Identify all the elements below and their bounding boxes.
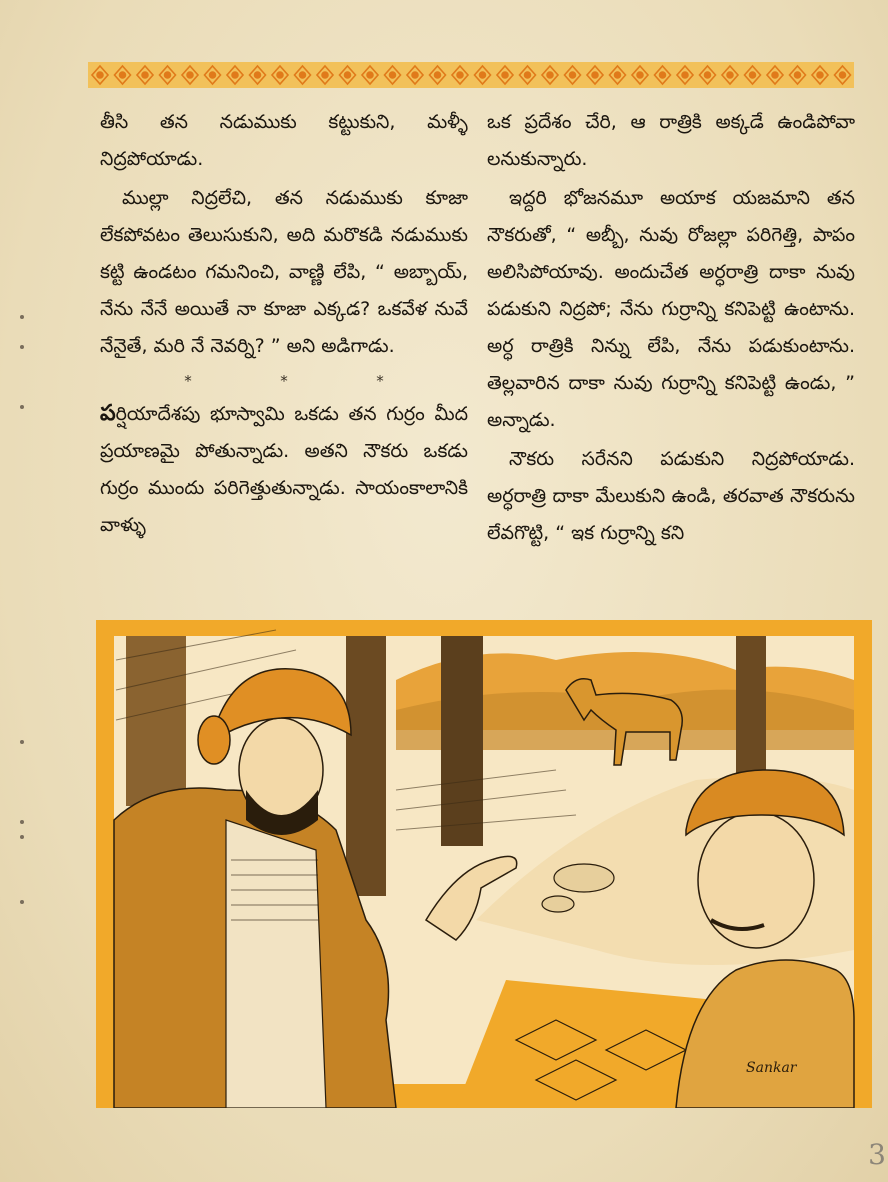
- paragraph: ఒక ప్రదేశం చేరి, ఆ రాత్రికి అక్కడే ఉండిపోవా లనుకున్నారు.: [487, 111, 855, 170]
- page-number: 3: [868, 1138, 886, 1171]
- story-illustration: [96, 620, 872, 1108]
- paragraph: ఇద్దరి భోజనమూ అయాక యజమాని తన నౌకరుతో, “ అబ్బీ, నువు రోజల్లా పరిగెత్తి, పాపం అలిసిపోయావు. అందుచేత అర్ధరాత్రి దాకా నువు పడుకుని నిద్రపో; నేను గుర్రాన్ని కనిపెట్టి ఉంటాను. అర్ధ రాత్రికి నిన్ను లేపి, నేను పడుకుంటాను. తెల్లవారిన దాకా నువు గుర్రాన్ని కనిపెట్టి ఉండు, ” అన్నాడు.: [487, 187, 855, 431]
- right-text-column: [487, 104, 855, 614]
- separator-star: *: [376, 372, 384, 390]
- section-separator: [100, 367, 468, 395]
- separator-star: *: [184, 372, 192, 390]
- paragraph: ముల్లా నిద్రలేచి, తన నడుముకు కూజా లేకపోవటం తెలుసుకుని, అది మరొకడి నడుముకు కట్టి ఉండటం గమనించి, వాణ్ణి లేపి, “ అబ్బాయ్, నేను నేనే అయితే నా కూజా ఎక్కడ? ఒకవేళ నువే నేనైతే, మరి నే నెవర్ని? ” అని అడిగాడు.: [100, 187, 468, 357]
- paragraph: నౌకరు సరేనని పడుకుని నిద్రపోయాడు. అర్ధరాత్రి దాకా మేలుకుని ఉండి, తరవాత నౌకరును లేవగొట్టి, “ ఇక గుర్రాన్ని కని: [487, 448, 855, 544]
- paragraph: తీసి తన నడుముకు కట్టుకుని, మళ్ళీ నిద్రపోయాడు.: [100, 111, 468, 170]
- paragraph: పర్షియాదేశపు భూస్వామి ఒకడు తన గుర్రం మీద ప్రయాణమై పోతున్నాడు. అతని నౌకరు ఒకడు గుర్రం ముందు పరిగెత్తుతున్నాడు. సాయంకాలానికి వాళ్ళు: [100, 401, 468, 536]
- illustration-art: [96, 620, 872, 1108]
- left-text-column: [100, 104, 468, 614]
- floral-border-icon: [88, 62, 854, 88]
- decorative-border: [88, 62, 854, 88]
- artist-signature: Sankar: [746, 1060, 797, 1076]
- separator-star: *: [280, 372, 288, 390]
